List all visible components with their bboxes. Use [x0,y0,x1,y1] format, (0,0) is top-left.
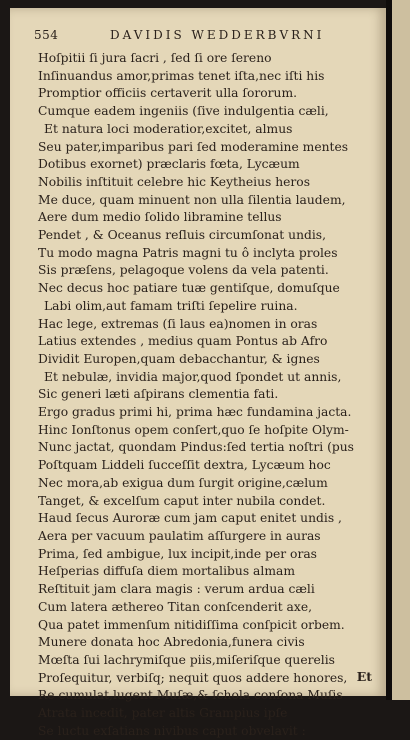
verse-line: Se luctu exſatians nivibus caput obvelavit : [38,723,306,738]
verse-line: Cumque eadem ingeniis (ſive indulgentia cæli, [38,104,329,119]
verse-line: Et natura loci moderatior,excitet, almus [44,121,293,136]
verse-line: Latius extendes , medius quam Pontus ab Afro [38,334,328,349]
verse-block [38,50,378,740]
verse-line: Hac lege, extremas (ſi laus ea)nomen in oras [38,316,318,331]
verse-line: Sis præſens, pelagoque volens da vela patenti. [38,263,329,278]
verse-line: Seu pater,imparibus pari ſed moderamine mentes [38,139,349,154]
verse-line: Cum latera æthereo Titan conſcenderit axe, [38,599,313,614]
verse-line: Et nebulæ, invidia major,quod ſpondet ut annis, [44,369,342,384]
verse-line: Me duce, quam minuent non ulla ſilentia laudem, [38,192,346,207]
verse-line: Pendet , & Oceanus reſluis circumſonat undis, [38,228,327,243]
verse-line: Hoſpitii ſi jura ſacri , ſed ſi ore ſereno [38,51,272,65]
verse-line: Ergo gradus primi hi, prima hæc fundamina jacta. [38,405,352,420]
verse-line: Inſinuandus amor,primas tenet iſta,nec iſti his [38,68,325,83]
verse-line: Mœſta ſui lachrymiſque piis,miſeriſque querelis [38,652,335,667]
verse-line: Proſequitur, verbiſq; nequit quos addere honores, [38,670,348,685]
running-title: DAVIDIS WEDDERBVRNI [110,28,325,42]
verse-line: Heſperias diffuſa diem mortalibus almam [38,564,295,579]
verse-line: Poſtquam Liddeli ſucceſſit dextra, Lycæum hoc [38,458,331,473]
page-number: 554 [34,28,59,42]
verse-line: Promptior officiis certaverit ulla ſororum. [38,86,298,101]
verse-line: Aera per vacuum paulatim aſſurgere in auras [38,528,321,543]
verse-line: Qua patet immenſum nitidiſſima conſpicit orbem. [38,617,345,632]
verse-line: Dotibus exornet) præclaris fœta, Lycæum [38,157,300,172]
verse-line: Sic generi læti aſpirans clementia fati. [38,387,279,402]
verse-line: Prima, ſed ambigue, lux incipit,inde per oras [38,546,317,561]
verse-line: Labi olim,aut famam triſti ſepelire ruina. [44,298,298,313]
verse-line: Nunc jactat, quondam Pindus:ſed tertia noſtri (pus [38,440,354,455]
verse-line: Re cumulat,lugent Muſæ,& ſchola conſona Muſis [38,688,343,703]
verse-line: Tu modo magna Patris magni tu ô inclyta proles [38,245,338,260]
verse-line: Nec mora,ab exigua dum ſurgit origine,cælum [38,475,328,490]
verse-line: Nec decus hoc patiare tuæ gentiſque, domuſque [38,281,340,296]
verse-line: Munere donata hoc Abredonia,funera civis [38,635,305,650]
verse-line: Reſtituit jam clara magis : verum ardua cæli [38,582,315,597]
facing-page-edge [392,0,410,700]
catchword: Et [356,669,372,684]
book-page [10,8,386,738]
verse-line: Hinc Ionſtonus opem conſert,quo ſe hoſpite Olym- [38,422,349,437]
verse-line: Dividit Europen,quam debacchantur, & ignes [38,351,320,366]
verse-line: Haud ſecus Auroræ cum jam caput enitet undis , [38,511,342,526]
verse-line: Tanget, & excelſum caput inter nubila condet. [38,493,326,508]
verse-line: Atrata incedit, pater altis Grampius ipſe [38,706,288,721]
verse-line: Aere dum medio ſolido libramine tellus [38,210,282,225]
verse-line: Nobilis inſtituit celebre hic Keytheius heros [38,174,311,189]
running-head [24,28,376,42]
